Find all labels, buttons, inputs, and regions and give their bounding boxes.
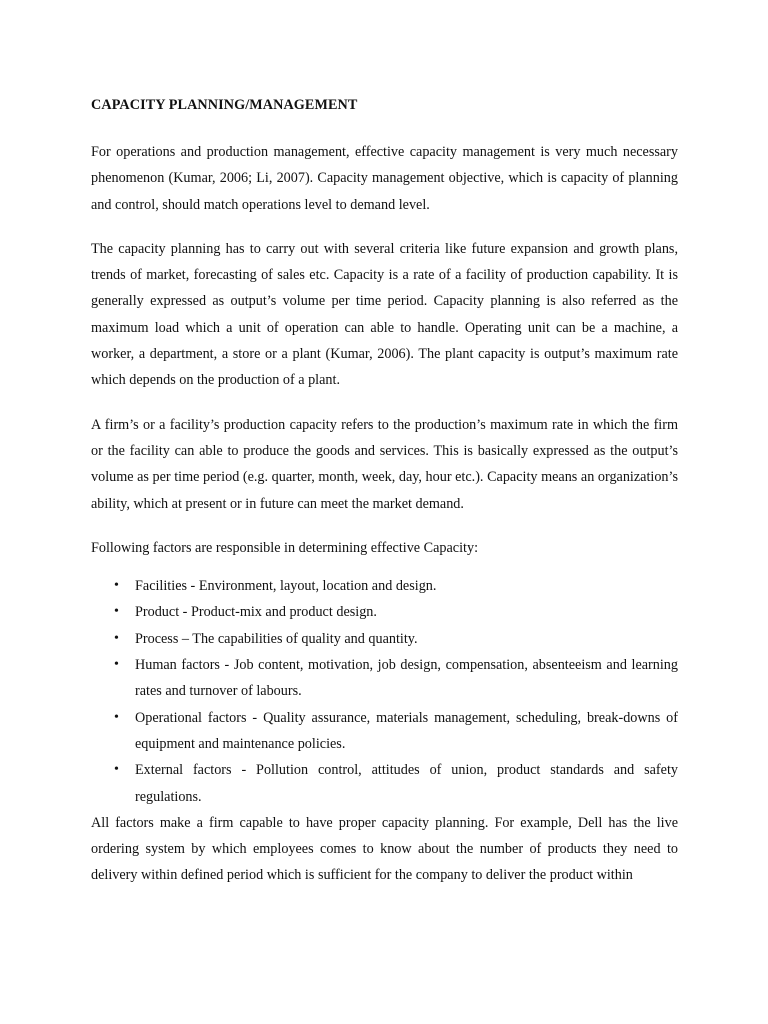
page-title: CAPACITY PLANNING/MANAGEMENT — [91, 97, 358, 113]
list-item-text: Human factors - Job content, motivation, job design, compensation, absenteeism and learning rates and turnover of labours. — [135, 657, 678, 700]
bullet-icon: • — [114, 709, 119, 725]
list-item-text: Operational factors - Quality assurance, materials management, scheduling, break-downs of equipment and maintenance policies. — [135, 709, 678, 752]
bullet-icon: • — [114, 604, 119, 620]
bullet-icon: • — [114, 630, 119, 646]
list-item — [91, 652, 678, 705]
bullet-icon: • — [114, 657, 119, 673]
paragraph-capacity-planning: The capacity planning has to carry out with several criteria like future expansion and growth plans, trends of market, forecasting of sales etc. Capacity is a rate of a facility of production capability. It is generally expressed as output’s volume per time period. Capacity planning is also referred as the maximum load which a unit of operation can able to handle. Operating unit can be a machine, a worker, a department, a store or a plant (Kumar, 2006). The plant capacity is output’s maximum rate which depends on the production of a plant. — [91, 240, 678, 389]
list-item-text: Facilities - Environment, layout, location and design. — [135, 578, 437, 595]
paragraph-production-capacity: A firm’s or a facility’s production capacity refers to the production’s maximum rate in which the firm or the facility can able to produce the goods and services. This is basically expressed as the output’s volume as per time period (e.g. quarter, month, week, day, hour etc.). Capacity means an organization’s ability, which at present or in future can meet the market demand. — [91, 416, 678, 512]
bullet-icon: • — [114, 762, 119, 778]
list-item — [91, 626, 678, 652]
list-item — [91, 705, 678, 758]
list-item-text: External factors - Pollution control, attitudes of union, product standards and safety regulations. — [135, 762, 678, 805]
list-item-text: Process – The capabilities of quality and quantity. — [135, 630, 418, 647]
list-item — [91, 573, 678, 599]
paragraph-intro: For operations and production management, effective capacity management is very much necessary phenomenon (Kumar, 2006; Li, 2007). Capacity management objective, which is capacity of planning and control, should match operations level to demand level. — [91, 144, 678, 213]
list-item — [91, 599, 678, 625]
document-page — [91, 92, 678, 907]
factors-list — [91, 573, 678, 810]
list-item — [91, 757, 678, 810]
paragraph-factors-intro: Following factors are responsible in determining effective Capacity: — [91, 539, 479, 556]
paragraph-closing: All factors make a firm capable to have proper capacity planning. For example, Dell has the live ordering system by which employees comes to know about the number of products they need to delivery within defined period which is sufficient for the company to deliver the product within — [91, 814, 678, 884]
list-item-text: Product - Product-mix and product design. — [135, 604, 377, 621]
bullet-icon: • — [114, 578, 119, 594]
